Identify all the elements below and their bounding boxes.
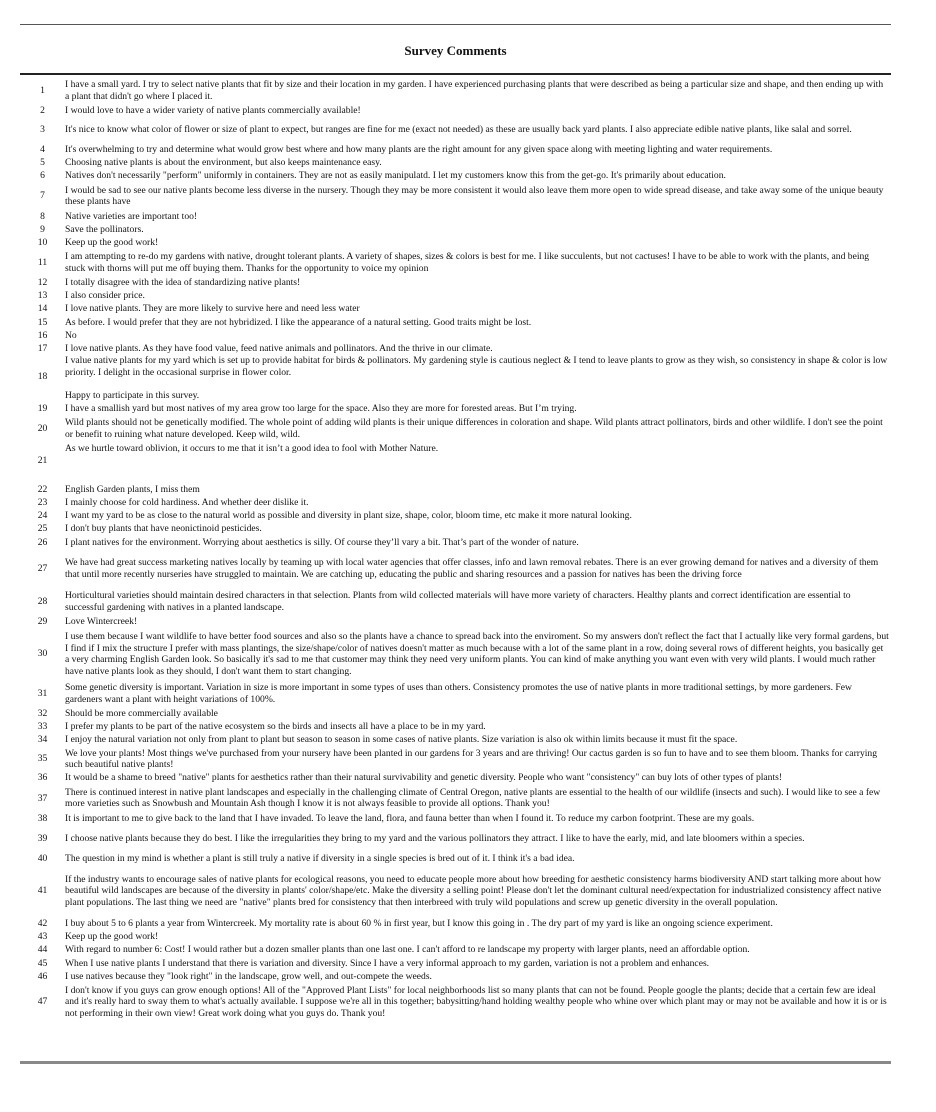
comment-row [20,143,891,156]
comment-row [20,628,891,680]
comment-text: I love native plants. As they have food value, feed native animals and pollinators. And the thrive in our climate. [65,343,493,355]
comment-number: 45 [37,957,48,969]
comment-text: I love native plants. They are more likely to survive here and need less water [65,303,360,315]
comment-text: I totally disagree with the idea of standardizing native plants! [65,277,301,289]
comment-number: 16 [37,329,48,341]
comment-row [20,156,891,169]
comment-row [20,720,891,733]
comment-text: Wild plants should not be genetically modified. The whole point of adding wild plants is their unique differences in coloration and shape. Wild plants attract pollinators, birds and other wildlife. I don't see the point or benefit to ruining what nature developed. Keep wild, wild. [65,417,883,440]
comment-number: 27 [37,563,48,575]
comment-text: I use natives because they "look right" in the landscape, grow well, and out-compete the weeds. [65,970,432,982]
comment-text: I am attempting to re-do my gardens with native, drought tolerant plants. A variety of shapes, sizes & colors is best for me. I like succulents, but not cactuses! I have to be able to work with the plants, and being stuck with thorns will put me off buying them. Thanks for the opportunity to voice my opinion [65,251,870,274]
comment-text: Should be more commercially available [65,707,218,719]
comment-row [20,957,891,970]
comment-row [20,747,891,772]
top-rule [20,24,891,25]
comment-row [20,523,891,536]
comment-number: 5 [40,157,45,169]
comment-text: Horticultural varieties should maintain desired characters in that selection. Plants from wild collected materials will have more variety of characters. Healthy plants and correct identification are essential to successful gardening with natives in a planted landscape. [65,590,851,613]
comment-number: 42 [37,918,48,930]
comment-row [20,355,891,401]
comment-text: I choose native plants because they do best. I like the irregularities they bring to my yard and the various pollinators they attract. I like to have the early, mid, and late bloomers within a species. [65,832,805,844]
comment-row [20,443,891,483]
comment-text: I plant natives for the environment. Worrying about aesthetics is silly. Of course they’ll vary a bit. That’s part of the wonder of nature. [65,536,579,548]
bottom-rule [20,1061,891,1064]
comment-number: 43 [37,931,48,943]
comment-text: Natives don't necessarily "perform" uniformly in containers. They are not as easily manipulatd. I let my customers know this from the get-go. It's primarily about education. [65,170,726,182]
comment-row [20,316,891,329]
comment-number: 19 [37,402,48,414]
comment-number: 36 [37,772,48,784]
comment-row [20,183,891,210]
comment-number: 1 [40,84,45,96]
comment-text: It is important to me to give back to the land that I have invaded. To leave the land, flora, and fauna better than when I found it. To reduce my carbon footprint. These are my goals. [65,812,755,824]
comment-number: 32 [37,707,48,719]
comment-row [20,415,891,443]
comment-text: There is continued interest in native plant landscapes and especially in the challenging climate of Central Oregon, native plants are essential to the health of our wildlife (insects and such). I would like to see a few more varieties such as Snowbush and Mountain Ash though I know it is not always feasible to provide all options. Thank you! [65,786,881,810]
comment-number: 8 [40,210,45,222]
comment-row [20,707,891,720]
comment-text: I would love to have a wider variety of native plants commercially available! [65,104,361,116]
comment-number: 41 [37,885,48,897]
comment-number: 24 [37,510,48,522]
comment-number: 31 [37,687,48,699]
comment-row [20,536,891,549]
comment-row [20,77,891,104]
comment-text: It's nice to know what color of flower or size of plant to expect, but ranges are fine for me (exact not needed) as these are usually back yard plants. I also appreciate edible native plants, like salal and sorrel. [65,124,852,136]
comment-number: 12 [37,277,48,289]
comment-number: 28 [37,596,48,608]
comment-text: I would be sad to see our native plants become less diverse in the nursery. Though they may be more consistent it would also leave them more open to wide spread disease, and take away some of the unique beauty these plants have [65,184,884,208]
header-rule [20,73,891,75]
comment-row [20,865,891,917]
comment-row [20,785,891,812]
comment-text: Save the pollinators. [65,223,144,235]
comment-row [20,290,891,303]
comment-text: Choosing native plants is about the environment, but also keeps maintenance easy. [65,157,382,169]
comment-row [20,812,891,825]
comment-number: 40 [37,852,48,864]
comment-row [20,496,891,509]
comment-number: 3 [40,124,45,136]
comment-text: With regard to number 6: Cost! I would rather but a dozen smaller plants than one last one. I can't afford to re landscape my property with larger plants, need an affordable option. [65,944,750,956]
comment-row [20,680,891,707]
comment-text: Native varieties are important too! [65,210,198,222]
comment-number: 34 [37,734,48,746]
comment-number: 10 [37,236,48,248]
comment-text: I also consider price. [65,290,145,302]
comment-row [20,970,891,983]
comment-number: 33 [37,721,48,733]
comment-text: Keep up the good work! [65,236,159,248]
comment-number: 37 [37,792,48,804]
comment-paragraph: I value native plants for my yard which is set up to provide habitat for birds & pollinators. My gardening style is cautious neglect & I tend to leave plants to grow as they wish, so consistency in shape & color is low priority. I delight in the occasional surprise in flower color. [65,355,888,379]
comment-number: 35 [37,753,48,765]
comment-text: If the industry wants to encourage sales of native plants for ecological reasons, you need to educate people more about how breeding for aesthetic consistency harms biodiversity AND start talking more about how beautiful wild landscapes are because of the diversity in plants' color/shape/etc. Make the diversity a selling point! Please don't let the dominant cultural need/expectation for industrialized consistency affect native plant populations. The last thing we need are "native" plants bred for consistency that then interbreed with truly wild populations and screw up genetic diversity in the overall population. [65,873,882,909]
comment-row [20,589,891,615]
comment-number: 38 [37,812,48,824]
comment-row [20,734,891,747]
comment-text: Keep up the good work! [65,931,159,943]
comment-number: 44 [37,944,48,956]
comment-text: I enjoy the natural variation not only from plant to plant but season to season in some cases of native plants. Size variation is also ok within limits because it must fit the space. [65,734,738,746]
page-title: Survey Comments [404,43,507,58]
comment-number: 20 [37,423,48,435]
comment-number: 26 [37,536,48,548]
comment-text: I don't know if you guys can grow enough options! All of the "Approved Plant Lists" for local neighborhoods list so many plants that can not be found. People google the plants; decide that a certain few are ideal and it's really hard to sway them to what's actually available. I suppose we're all in this together; babysitting/hand holding wealthy people who whine over which plant may or may not be available and how it is or is not performing in their own view! Great work doing what you guys do. Thank you! [65,984,887,1019]
comment-text: We have had great success marketing natives locally by teaming up with local water agencies that offer classes, info and lawn removal rebates. There is an ever growing demand for natives and a diversity of them that until more recently nurseries have struggled to maintain. We are catching up, educating the public and sharing resources and a passion for natives has been the driving force [65,557,879,580]
comment-row [20,944,891,957]
comment-number: 25 [37,523,48,535]
comment-number: 46 [37,970,48,982]
comment-row [20,303,891,316]
comment-number: 7 [40,190,45,202]
comment-number: 17 [37,343,48,355]
comment-row [20,483,891,496]
comment-row [20,117,891,143]
comment-number: 13 [37,290,48,302]
comment-row [20,615,891,628]
comment-row [20,342,891,355]
comment-row [20,276,891,289]
comment-number: 47 [37,996,48,1008]
comment-row [20,223,891,236]
comment-row [20,249,891,276]
comment-row [20,170,891,183]
comment-text: Love Wintercreek! [65,615,138,627]
comment-number: 39 [37,832,48,844]
comment-paragraph: Happy to participate in this survey. [65,390,200,402]
comment-text: No [65,329,77,341]
comment-text: We love your plants! Most things we've purchased from your nursery have been planted in our gardens for 3 years and are thriving! Our cactus garden is so fun to have and to see them bloom. Thanks for carrying such beautiful native plants! [65,747,878,771]
comment-text: I prefer my plants to be part of the native ecosystem so the birds and insects all have a place to be in my yard. [65,721,486,733]
comment-row [20,402,891,415]
comment-row [20,930,891,943]
comment-row [20,509,891,522]
comment-text: Some genetic diversity is important. Variation in size is more important in some types of uses than others. Consistency promotes the use of native plants in more traditional settings, by more gardeners. Few gardeners want a plant with height variations of 100%. [65,682,852,705]
comment-number: 30 [37,648,48,660]
comment-row [20,104,891,117]
comment-text: As we hurtle toward oblivion, it occurs to me that it isn’t a good idea to fool with Mother Nature. [65,443,439,454]
comment-text: I buy about 5 to 6 plants a year from Wintercreek. My mortality rate is about 60 % in first year, but I know this going in . The dry part of my yard is like an ongoing science experiment. [65,918,773,930]
comment-row [20,917,891,930]
paragraph-gap [65,379,889,391]
comment-number: 4 [40,143,45,155]
comment-text: It's overwhelming to try and determine what would grow best where and how many plants are the right amount for any given space along with meeting lighting and water requirements. [65,143,773,155]
comment-number: 22 [37,483,48,495]
comment-number: 23 [37,496,48,508]
comment-number: 21 [37,455,48,466]
comment-row [20,236,891,249]
comment-number: 18 [37,371,48,383]
comment-number: 14 [37,303,48,315]
comment-text: I mainly choose for cold hardiness. And whether deer dislike it. [65,496,309,508]
comment-row [20,772,891,785]
comment-text: I have a smallish yard but most natives of my area grow too large for the space. Also they are more for forested areas. But I’m trying. [65,402,577,414]
comment-row [20,852,891,865]
comment-row [20,825,891,852]
comment-number: 15 [37,316,48,328]
comment-text: It would be a shame to breed "native" plants for aesthetics rather than their natural survivability and genetic diversity. People who want "consistency" can buy lots of other types of plants! [65,772,783,784]
comment-text: When I use native plants I understand that there is variation and diversity. Since I have a very informal approach to my garden, variation is not a problem and enhances. [65,957,710,969]
comment-row [20,210,891,223]
comments-table [20,77,891,1021]
comment-number: 11 [37,257,48,269]
comment-text: I don't buy plants that have neonictinoid pesticides. [65,523,262,535]
comment-number: 29 [37,615,48,627]
comment-text: English Garden plants, I miss them [65,483,200,495]
comment-text: I want my yard to be as close to the natural world as possible and diversity in plant size, shape, color, bloom time, etc make it more natural looking. [65,510,632,522]
comment-row [20,329,891,342]
comment-number: 6 [40,170,45,182]
comment-number: 9 [40,223,45,235]
comment-text: I have a small yard. I try to select native plants that fit by size and their location in my garden. I have experienced purchasing plants that were described as being a particular size and shape, and then ending up with a plant that didn't go where I placed it. [65,78,884,102]
comment-row [20,549,891,589]
comment-number: 2 [40,104,45,116]
comment-text [65,355,891,401]
comment-text: I use them because I want wildlife to have better food sources and also so the plants have a chance to spread back into the enviroment. So my answers don't reflect the fact that I actually like very formal gardens, but I find if I mix the structure I prefer with mass plantings, the size/shape/color of natives doesn't matter as much because with a lot of the same plant in a row, doing several rows of different heights, you basically get a very charming English Garden look. So basically it's sad to me that customer may think they need very uniform plants. You can kind of make anything you want even with very wild plants. I would much rather have native plants look as they should, I don't want them to start changing. [65,630,889,677]
comment-text: As before. I would prefer that they are not hybridized. I like the appearance of a natural setting. Good traits might be lost. [65,316,532,328]
comment-text: The question in my mind is whether a plant is still truly a native if diversity in a single species is bred out of it. I think it's a bad idea. [65,852,575,864]
comment-row [20,983,891,1021]
